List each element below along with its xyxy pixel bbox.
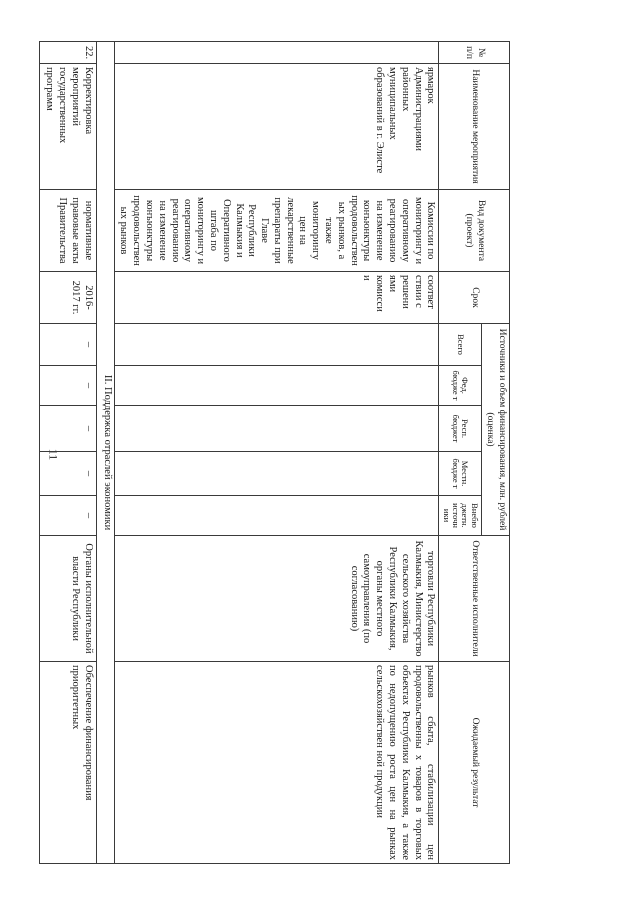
header-num: № п/п [439,42,510,64]
row2-term: 2016-2017 гг. [40,272,96,324]
measures-table [39,41,510,864]
row2-name: Корректировка мероприятий государственных программ [40,64,96,190]
row2-local: – [40,452,96,496]
section-row [96,42,114,864]
table-header-row [481,42,509,864]
row2-result: Обеспечение финансирования приоритетных [40,662,96,864]
header-result: Ожидаемый результат [439,662,510,864]
row1-responsible: торговли Республики Калмыкия, Министерство сельского хозяйства Республики Калмыкия, органы местного самоуправления (по согласованию) [114,536,439,662]
row1-doc-type: Комиссии по мониторингу и оперативному реагированию на изменение конъюнктуры продовольствен ых рынков, а также мониторингу цен на лекарственные препараты при Главе Республики Калмыкия и Оперативного штаба по мониторингу и оперативному реагированию на изменение конъюнктуры продовольствен ых рынков [114,190,439,272]
header-name: Наименование мероприятия [439,64,510,190]
header-resp: Респ. бюджет [439,406,481,452]
row2-total: – [40,324,96,366]
section-title: II. Поддержка отраслей экономики [96,42,114,864]
header-local: Местн. бюдже т [439,452,481,496]
table-row [114,42,439,864]
table-row [40,42,96,864]
row2-fed: – [40,366,96,406]
header-fed: Фед. бюдже т [439,366,481,406]
row1-result: рынков сбыта, стабилизации цен продовольственны х товаров в торговых объектах Республики Калмыкия, а также по недопущению роста цен на рынках сельскохозяйствен ной продукции [114,662,439,864]
header-term: Срок [439,272,510,324]
row2-responsible: Органы исполнительной власти Республики [40,536,96,662]
row1-resp [114,406,439,452]
header-responsible: Ответственные исполнители [439,536,510,662]
row2-num: 22. [40,42,96,64]
row1-total [114,324,439,366]
header-doc-type: Вид документа (проект) [439,190,510,272]
header-financing: Источники и объем финансирования, млн. рублей (оценка) [481,324,509,536]
header-extra: Внебю джетн. источн ики [439,496,481,536]
page-number: 11 [46,448,61,461]
row2-extra: – [40,496,96,536]
row1-extra [114,496,439,536]
header-total: Всего [439,324,481,366]
row1-name: ярмарок Администрациями районных муниципальных образований в г. Элисте [114,64,439,190]
row2-doc-type: нормативные правовые акты Правительства [40,190,96,272]
row2-resp: – [40,406,96,452]
row1-fed [114,366,439,406]
row1-num [114,42,439,64]
row1-local [114,452,439,496]
row1-term: соответ ствии с решени ями комисси и [114,272,439,324]
